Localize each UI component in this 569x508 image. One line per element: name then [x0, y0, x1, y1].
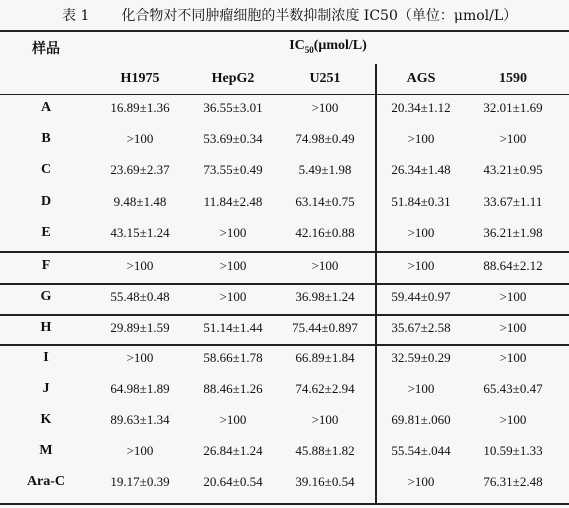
row-label: Ara-C [26, 474, 66, 489]
table-cell: 10.59±1.33 [483, 443, 543, 458]
column-divider [375, 64, 377, 504]
table-cell: 58.66±1.78 [203, 350, 263, 365]
rule-under-header [0, 94, 569, 95]
row-label: D [40, 194, 52, 209]
table-cell: >100 [311, 412, 339, 427]
table-cell: 74.62±2.94 [295, 381, 355, 396]
caption-number: 表 1 [62, 8, 90, 24]
column-header: HepG2 [211, 71, 255, 86]
table-cell: 26.34±1.48 [391, 162, 451, 177]
table-cell: >100 [219, 225, 247, 240]
row-label: M [39, 443, 53, 458]
table-cell: 89.63±1.34 [110, 412, 170, 427]
table-cell: 69.81±.060 [391, 412, 451, 427]
table-cell: 45.88±1.82 [295, 443, 355, 458]
table-cell: 32.01±1.69 [483, 100, 543, 115]
ic50-header [289, 38, 367, 55]
table-cell: 26.84±1.24 [203, 443, 263, 458]
table-cell: >100 [126, 131, 154, 146]
table-cell: 73.55±0.49 [203, 162, 263, 177]
table-cell: >100 [311, 100, 339, 115]
table-cell: >100 [499, 350, 527, 365]
table-cell: 9.48±1.48 [113, 194, 167, 209]
column-header: H1975 [120, 71, 160, 86]
table-cell: 36.21±1.98 [483, 225, 543, 240]
table-cell: 51.14±1.44 [203, 320, 263, 335]
table-cell: 76.31±2.48 [483, 474, 543, 489]
table-cell: 66.89±1.84 [295, 350, 355, 365]
rule-after-G [0, 314, 569, 316]
row-label: E [41, 225, 51, 240]
rule-after-H [0, 344, 569, 346]
caption-text: 化合物对不同肿瘤细胞的半数抑制浓度 IC50（单位：μmol/L） [121, 8, 518, 24]
table-cell: 35.67±2.58 [391, 320, 451, 335]
table-cell: >100 [407, 131, 435, 146]
row-label: C [40, 162, 52, 177]
table-cell: 55.48±0.48 [110, 289, 170, 304]
table-cell: 29.89±1.59 [110, 320, 170, 335]
table-cell: 88.64±2.12 [483, 258, 543, 273]
table-cell: >100 [499, 320, 527, 335]
table-cell: >100 [499, 131, 527, 146]
table-cell: >100 [407, 225, 435, 240]
table-cell: >100 [219, 289, 247, 304]
table-cell: 23.69±2.37 [110, 162, 170, 177]
row-label: J [42, 381, 50, 396]
table-cell: 74.98±0.49 [295, 131, 355, 146]
table-cell: >100 [499, 289, 527, 304]
table-cell: 20.64±0.54 [203, 474, 263, 489]
column-header: AGS [406, 71, 436, 86]
row-label: B [41, 131, 51, 146]
table-cell: 64.98±1.89 [110, 381, 170, 396]
table-cell: 33.67±1.11 [483, 194, 543, 209]
table-cell: 65.43±0.47 [483, 381, 543, 396]
table-cell: >100 [126, 350, 154, 365]
row-label: K [40, 412, 52, 427]
table-cell: 19.17±0.39 [110, 474, 170, 489]
table-cell: >100 [126, 258, 154, 273]
table-cell: 16.89±1.36 [110, 100, 170, 115]
table-cell: 55.54±.044 [391, 443, 451, 458]
table-cell: 53.69±0.34 [203, 131, 263, 146]
table-cell: >100 [407, 381, 435, 396]
ic50-unit: (μmol/L) [313, 38, 367, 53]
row-label: I [43, 350, 49, 365]
table-cell: 42.16±0.88 [295, 225, 355, 240]
ic50-prefix: IC [289, 38, 305, 53]
table-cell: 51.84±0.31 [391, 194, 451, 209]
table-cell: >100 [219, 258, 247, 273]
table-cell: 5.49±1.98 [298, 162, 352, 177]
rule-after-E [0, 251, 569, 253]
row-label: F [41, 258, 51, 273]
table-cell: 39.16±0.54 [295, 474, 355, 489]
row-label: A [40, 100, 52, 115]
table-cell: >100 [499, 412, 527, 427]
table-cell: 88.46±1.26 [203, 381, 263, 396]
table-cell: >100 [407, 474, 435, 489]
rule-after-F [0, 283, 569, 285]
table-cell: 11.84±2.48 [203, 194, 263, 209]
table-cell: >100 [407, 258, 435, 273]
row-label: G [40, 289, 52, 304]
column-header: 1590 [499, 71, 527, 86]
table-cell: 36.55±3.01 [203, 100, 263, 115]
table-cell: 20.34±1.12 [391, 100, 451, 115]
table-cell: 63.14±0.75 [295, 194, 355, 209]
table-cell: >100 [311, 258, 339, 273]
row-label: H [40, 320, 52, 335]
table-cell: 32.59±0.29 [391, 350, 451, 365]
table-caption [0, 0, 569, 30]
table-cell: 36.98±1.24 [295, 289, 355, 304]
table-cell: 43.21±0.95 [483, 162, 543, 177]
table-cell: >100 [126, 443, 154, 458]
rule-top [0, 30, 569, 32]
ic50-subscript: 50 [304, 44, 314, 55]
rule-bottom [0, 503, 569, 505]
table-cell: 43.15±1.24 [110, 225, 170, 240]
table-cell: >100 [219, 412, 247, 427]
column-header: U251 [309, 71, 341, 86]
sample-header: 样品 [32, 42, 60, 57]
table-cell: 59.44±0.97 [391, 289, 451, 304]
table-cell: 75.44±0.897 [292, 320, 358, 335]
